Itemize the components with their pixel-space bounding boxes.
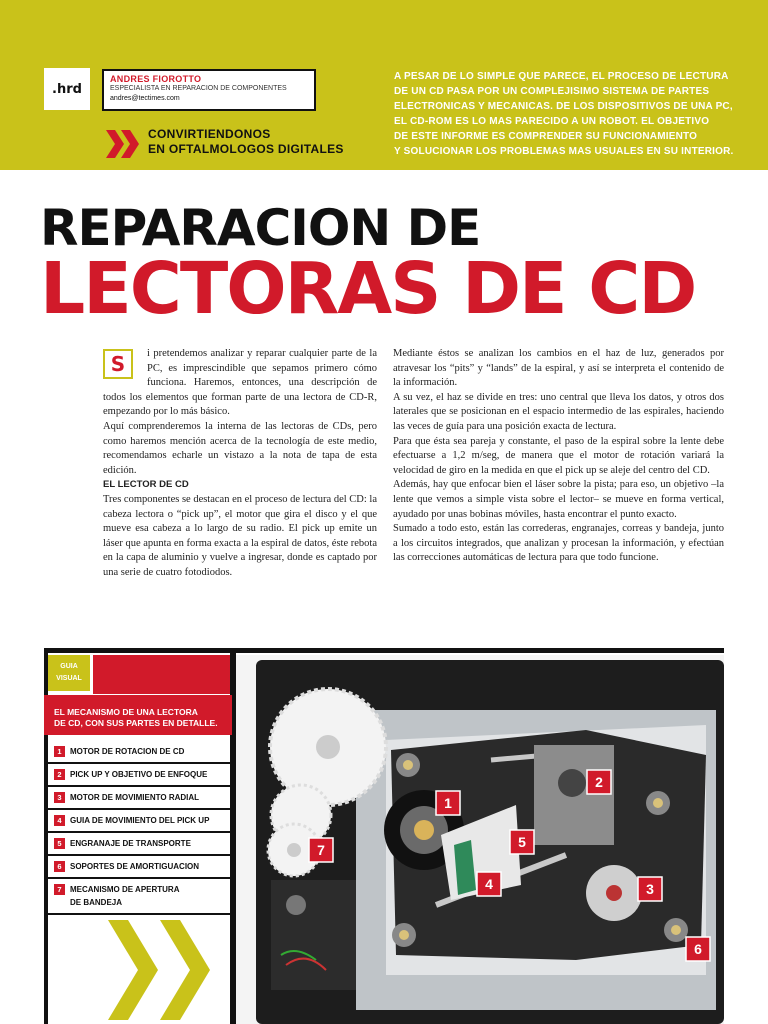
guide-caption [44, 695, 232, 735]
drop-cap: S [103, 349, 133, 379]
author-role: ESPECIALISTA EN REPARACION DE COMPONENTES [110, 85, 287, 92]
paragraph: Sumado a todo esto, están las correderas, engranajes, correas y bandeja, junto a los circuitos integrados, que analizan y procesan la información, y efectúan las correcciones automáticas de lectura para que todo funcione. [393, 523, 724, 564]
legend-item [48, 810, 230, 833]
marker-6-label: 6 [694, 941, 702, 957]
marker-1-label: 1 [444, 795, 452, 811]
legend-label: SOPORTES DE AMORTIGUACION [70, 862, 200, 871]
marker-4-label: 4 [485, 876, 493, 892]
subheading: EL LECTOR DE CD [103, 479, 189, 491]
legend-label: MOTOR DE ROTACION DE CD [70, 747, 185, 756]
author-box [102, 69, 316, 111]
author-name: ANDRES FIOROTTO [110, 74, 202, 84]
legend-item [48, 741, 230, 764]
intro-line: ELECTRONICAS Y MECANICAS. DE LOS DISPOSITIVOS DE UNA PC, [394, 101, 733, 112]
marker-7-label: 7 [317, 842, 325, 858]
intro-line: DE UN CD PASA POR UN COMPLEJISIMO SISTEMA DE PARTES [394, 86, 710, 97]
legend-label: ENGRANAJE DE TRANSPORTE [70, 839, 191, 848]
paragraph: A su vez, el haz se divide en tres: uno central que lleva los datos, y otros dos laterales que se posicionan en el espacio intermedio de las espirales, haciendo las veces de guía para una posición exacta de lectura. [393, 391, 724, 432]
cd-drive-photo [236, 655, 724, 1024]
parts-legend [48, 741, 230, 915]
marker-5-label: 5 [518, 834, 526, 850]
caption-line: DE CD, CON SUS PARTES EN DETALLE. [54, 718, 218, 728]
legend-label: PICK UP Y OBJETIVO DE ENFOQUE [70, 770, 208, 779]
legend-label-line: MECANISMO DE APERTURA [70, 885, 180, 894]
article-column-1 [103, 347, 377, 581]
legend-number: 2 [54, 769, 65, 780]
title-line-2: LECTORAS DE CD [40, 247, 696, 330]
paragraph: Aquí comprenderemos la interna de las lectoras de CDs, pero como haremos mención acerca de la tecnología de este medio, recomendamos echarle un vistazo a la nota de tapa de esta edición. [103, 420, 377, 476]
guide-red-block [93, 655, 230, 694]
kicker-line: EN OFTALMOLOGOS DIGITALES [148, 142, 344, 156]
intro-text [394, 69, 734, 159]
paragraph: Para que ésta sea pareja y constante, el paso de la espiral sobre la lente debe efectuarse a 1,2 m/seg, de manera que el motor de rotación variará la velocidad de giro en la medida en que el pick up se aleje del centro del CD. [393, 435, 724, 476]
guide-tag [48, 655, 90, 691]
title-line-1: REPARACION DE [40, 199, 481, 257]
paragraph: Además, hay que enfocar bien el láser sobre la pista; para eso, un objetivo –la lente que vemos a simple vista sobre el lector– se mueve en forma vertical, ayudado por unas bobinas móviles, hasta encontrar el punto exacto. [393, 479, 724, 520]
legend-number: 6 [54, 861, 65, 872]
legend-number: 1 [54, 746, 65, 757]
marker-2-label: 2 [595, 774, 603, 790]
intro-line: DE ESTE INFORME ES COMPRENDER SU FUNCIONAMIENTO [394, 131, 698, 142]
legend-item [48, 787, 230, 810]
paragraph: i pretendemos analizar y reparar cualquier parte de la PC, es imprescindible que sepamos primero cómo funciona. Haremos, entonces, una descripción de todos los elementos que forman parte de una lectora de CD-R, empezando por lo más básico. [103, 348, 377, 418]
author-email[interactable]: andres@tectimes.com [110, 95, 180, 102]
guide-top-rule [44, 648, 724, 653]
caption-line: EL MECANISMO DE UNA LECTORA [54, 707, 198, 717]
kicker-line: CONVIRTIENDONOS [148, 127, 271, 141]
legend-item [48, 879, 230, 915]
intro-line: Y SOLUCIONAR LOS PROBLEMAS MAS USUALES EN SU INTERIOR. [394, 146, 734, 157]
legend-item [48, 856, 230, 879]
legend-label [70, 883, 179, 909]
marker-3-label: 3 [646, 881, 654, 897]
guide-tag-line: VISUAL [56, 675, 82, 682]
legend-item [48, 833, 230, 856]
intro-line: EL CD-ROM ES LO MAS PARECIDO A UN ROBOT. EL OBJETIVO [394, 116, 710, 127]
double-chevron-icon [106, 130, 142, 160]
legend-label: GUIA DE MOVIMIENTO DEL PICK UP [70, 816, 210, 825]
paragraph: Tres componentes se destacan en el proceso de lectura del CD: la cabeza lectora o “pick up”, el motor que gira el disco y el que mueve esa cabeza a lo largo de su radio. El pick up emite un láser que apunta en forma exacta a la espiral de datos, éste rebota en la capa de aluminio y vuelve a ingresar, donde es captado por una serie de cuatro fotodiodos. [103, 493, 377, 578]
legend-number: 7 [54, 884, 65, 895]
intro-line: A PESAR DE LO SIMPLE QUE PARECE, EL PROCESO DE LECTURA [394, 71, 729, 82]
section-tag: .hrd [44, 68, 90, 110]
article-column-2 [393, 347, 724, 566]
large-double-chevron-icon [48, 915, 230, 1024]
legend-number: 5 [54, 838, 65, 849]
legend-number: 4 [54, 815, 65, 826]
legend-label: MOTOR DE MOVIMIENTO RADIAL [70, 793, 200, 802]
legend-number: 3 [54, 792, 65, 803]
paragraph: Mediante éstos se analizan los cambios en el haz de luz, generados por atravesar los “pits” y “lands” de la espiral, y así se interpreta el contenido de la información. [393, 348, 724, 389]
legend-label-line: DE BANDEJA [70, 898, 123, 907]
guide-tag-line: GUIA [60, 663, 78, 670]
kicker [148, 127, 344, 157]
legend-item [48, 764, 230, 787]
